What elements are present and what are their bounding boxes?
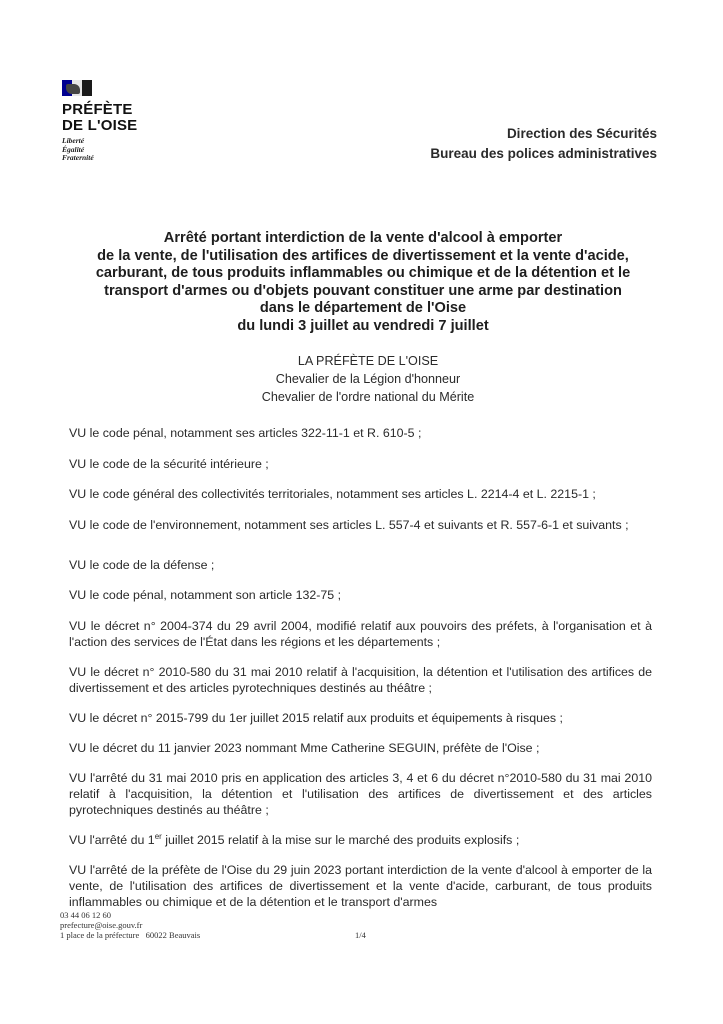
motto-fraternite: Fraternité — [62, 153, 94, 162]
visa-paragraph: VU le décret n° 2004-374 du 29 avril 2004, modifié relatif aux pouvoirs des préfets, à l'organisation et à l'action des services de l'État dans les régions et les départements ; — [69, 619, 652, 649]
visa-paragraph: VU le code général des collectivités territoriales, notamment ses articles L. 2214-4 et L. 2215-1 ; — [69, 487, 596, 501]
logo-line-2: DE L'OISE — [62, 117, 138, 134]
direction-name: Direction des Sécurités — [506, 126, 657, 141]
footer-phone: 03 44 06 12 60 — [60, 910, 111, 920]
decree-title — [70, 230, 656, 336]
title-line: de la vente, de l'utilisation des artifices de divertissement et la vente d'acide, — [97, 247, 629, 264]
visa-paragraph: VU l'arrêté de la préfète de l'Oise du 29 juin 2023 portant interdiction de la vente d'alcool à emporter de la vente, de l'utilisation des artifices de divertissement et la vente d'acide, carburant, de tous produits inflammables ou chimique et de la détention et le transport d'armes — [69, 863, 652, 909]
visa-paragraph: VU l'arrêté du 31 mai 2010 pris en application des articles 3, 4 et 6 du décret n°2010-580 du 31 mai 2010 relatif à l'acquisition, la détention et l'utilisation des artifices de divertissement et des articles pyrotechniques destinés au théâtre ; — [69, 771, 652, 817]
title-line: transport d'armes ou d'objets pouvant constituer une arme par destination — [104, 282, 622, 299]
title-line: du lundi 3 juillet au vendredi 7 juillet — [237, 317, 489, 334]
department-header — [430, 124, 657, 164]
motto-liberte: Liberté — [62, 136, 85, 145]
title-line: carburant, de tous produits inflammables ou chimique et de la détention et le — [95, 265, 631, 282]
prefecture-logo — [62, 80, 152, 163]
visa-paragraph: VU le décret n° 2010-580 du 31 mai 2010 relatif à l'acquisition, la détention et l'utilisation des artifices de divertissement et des articles pyrotechniques destinés au théâtre ; — [69, 665, 652, 695]
footer-address: 1 place de la préfecture 60022 Beauvais — [60, 930, 201, 940]
footer-email: prefecture@oise.gouv.fr — [60, 920, 143, 930]
visa-paragraph: VU le code pénal, notamment son article 132-75 ; — [69, 588, 342, 602]
republic-motto — [62, 137, 152, 163]
visa-paragraph: VU le code pénal, notamment ses articles 322-11-1 et R. 610-5 ; — [69, 426, 422, 440]
marianne-flag-icon — [62, 80, 94, 98]
page-number: 1/4 — [355, 930, 366, 940]
visa-paragraph: VU le code de l'environnement, notamment ses articles L. 557-4 et suivants et R. 557-6-1 et suivants ; — [69, 518, 629, 532]
logo-line-1: PRÉFÈTE — [62, 101, 133, 118]
signer-title: LA PRÉFÈTE DE L'OISE — [297, 354, 439, 368]
visa-paragraph: VU le code de la défense ; — [69, 558, 215, 572]
signer-distinction-1: Chevalier de la Légion d'honneur — [275, 372, 461, 386]
contact-footer — [60, 910, 200, 940]
signer-distinction-2: Chevalier de l'ordre national du Mérite — [261, 390, 475, 404]
title-line: dans le département de l'Oise — [259, 300, 467, 317]
bureau-name: Bureau des polices administratives — [430, 146, 657, 161]
title-line: Arrêté portant interdiction de la vente d'alcool à emporter — [163, 230, 563, 246]
visa-paragraph: VU le code de la sécurité intérieure ; — [69, 457, 269, 471]
signer-block — [200, 352, 536, 406]
visa-paragraph: VU l'arrêté du 1er juillet 2015 relatif à la mise sur le marché des produits explosifs ; — [69, 831, 520, 847]
visa-paragraph: VU le décret du 11 janvier 2023 nommant Mme Catherine SEGUIN, préfète de l'Oise ; — [69, 741, 540, 755]
motto-egalite: Égalité — [62, 144, 85, 154]
visa-paragraph: VU le décret n° 2015-799 du 1er juillet 2015 relatif aux produits et équipements à risques ; — [69, 711, 563, 725]
